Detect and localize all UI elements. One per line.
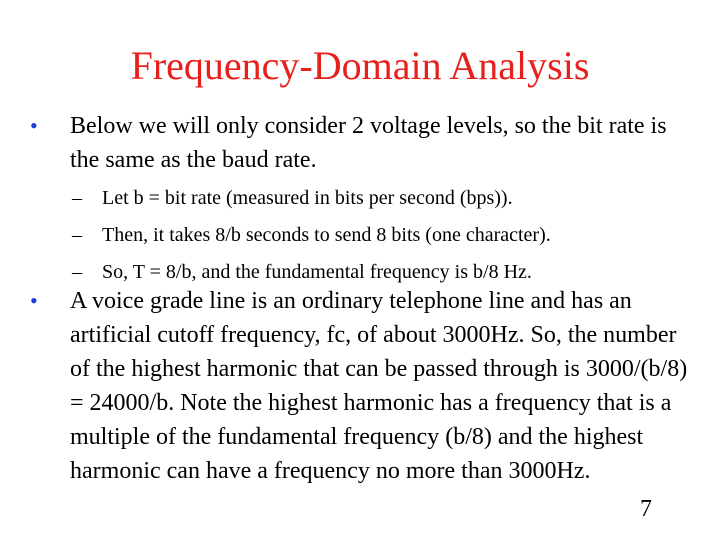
bullet-text: Below we will only consider 2 voltage levels, so the bit rate is the same as the baud rate.	[70, 113, 667, 173]
sub-bullet-text: So, T = 8/b, and the fundamental frequency is b/8 Hz.	[102, 261, 532, 283]
sub-bullet-item	[72, 217, 702, 254]
bullet-marker: •	[30, 113, 38, 138]
bullet-item-2	[30, 284, 700, 488]
bullet-marker: •	[30, 288, 38, 313]
sub-bullet-text: Then, it takes 8/b seconds to send 8 bits (one character).	[102, 224, 551, 246]
slide-title: Frequency-Domain Analysis	[130, 43, 590, 88]
page-number: 7	[640, 496, 652, 522]
sub-bullet-marker: –	[72, 187, 82, 209]
sub-bullet-text: Let b = bit rate (measured in bits per second (bps)).	[102, 187, 513, 209]
bullet-item-1	[30, 109, 700, 177]
sub-bullet-marker: –	[72, 261, 82, 283]
sub-bullet-marker: –	[72, 224, 82, 246]
sub-bullet-item	[72, 180, 702, 217]
sub-bullet-list	[72, 180, 702, 291]
bullet-text: A voice grade line is an ordinary telephone line and has an artificial cutoff frequency, fc, of about 3000Hz. So, the number of the highest harmonic that can be passed through is 3000/(b/8) = 24000/b. Note the highest harmonic has a frequency that is a multiple of the fundamental frequency (b/8) and the highest harmonic can have a frequency no more than 3000Hz.	[70, 288, 688, 484]
